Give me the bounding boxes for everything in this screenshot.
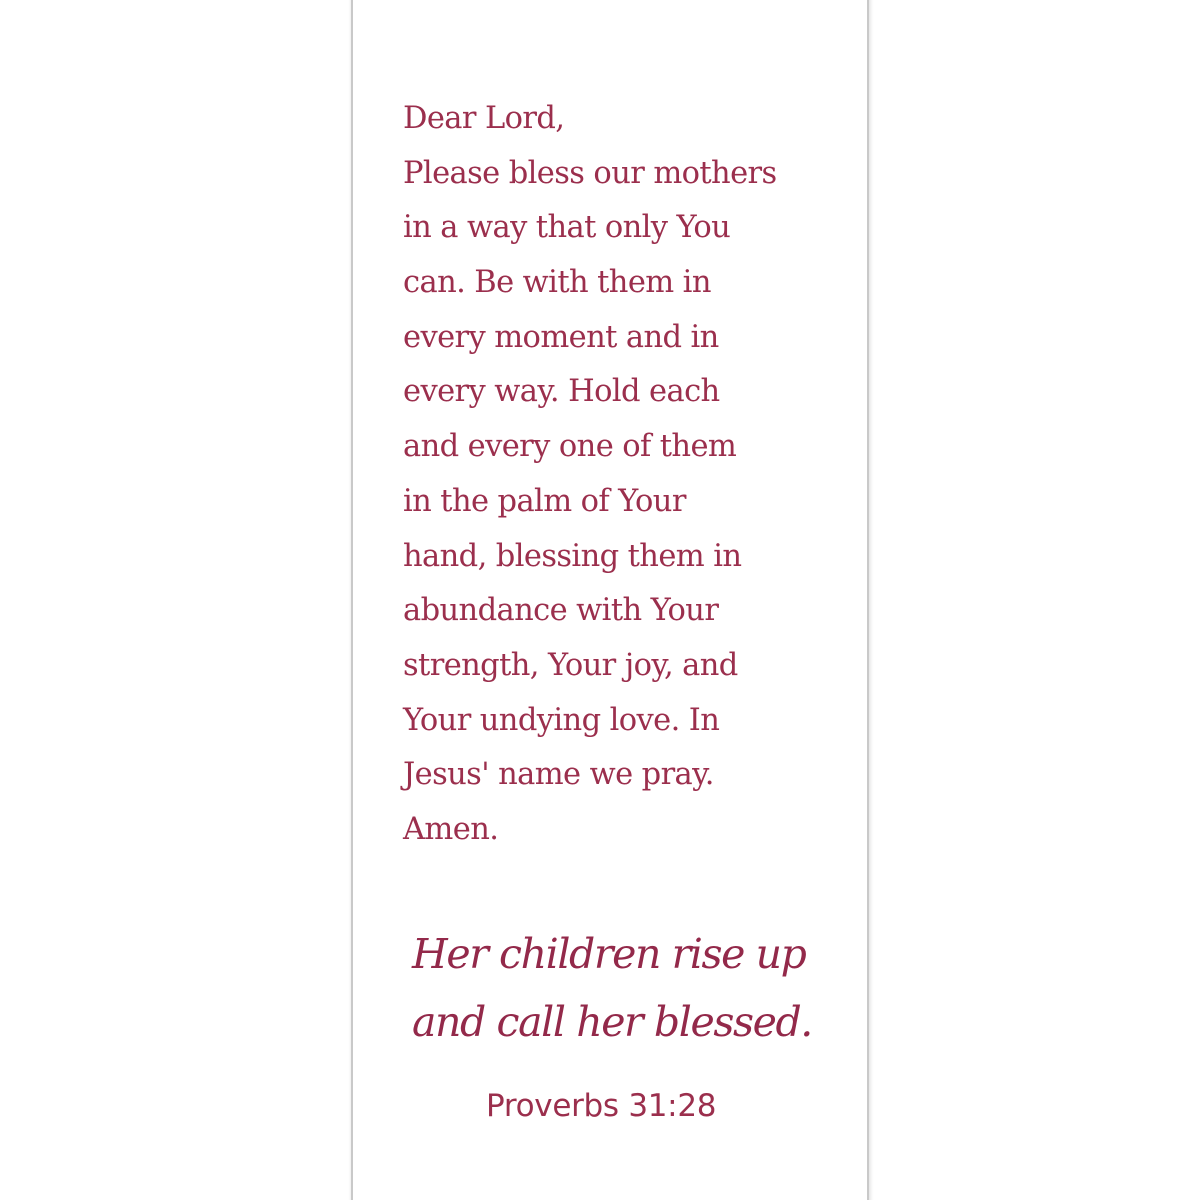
prayer-line: and every one of them: [403, 429, 737, 465]
prayer-line: every way. Hold each: [403, 374, 720, 410]
verse-line-1: Her children rise up: [412, 930, 806, 978]
prayer-line: Please bless our mothers: [403, 155, 777, 191]
prayer-line: Jesus' name we pray.: [403, 757, 714, 793]
prayer-line: in a way that only You: [403, 210, 731, 246]
prayer-line: Dear Lord,: [403, 101, 565, 136]
prayer-line: hand, blessing them in: [403, 538, 742, 574]
prayer-line: in the palm of Your: [403, 483, 686, 519]
prayer-line: Your undying love. In: [403, 702, 720, 738]
verse-reference: Proverbs 31:28: [486, 1088, 717, 1124]
prayer-line: every moment and in: [403, 319, 719, 355]
prayer-line: abundance with Your: [403, 593, 719, 629]
prayer-line: can. Be with them in: [403, 265, 711, 301]
prayer-line: Amen.: [403, 811, 499, 847]
prayer-line: strength, Your joy, and: [403, 647, 738, 683]
prayer-text: [403, 92, 843, 858]
verse-line-2: and call her blessed.: [412, 998, 812, 1046]
